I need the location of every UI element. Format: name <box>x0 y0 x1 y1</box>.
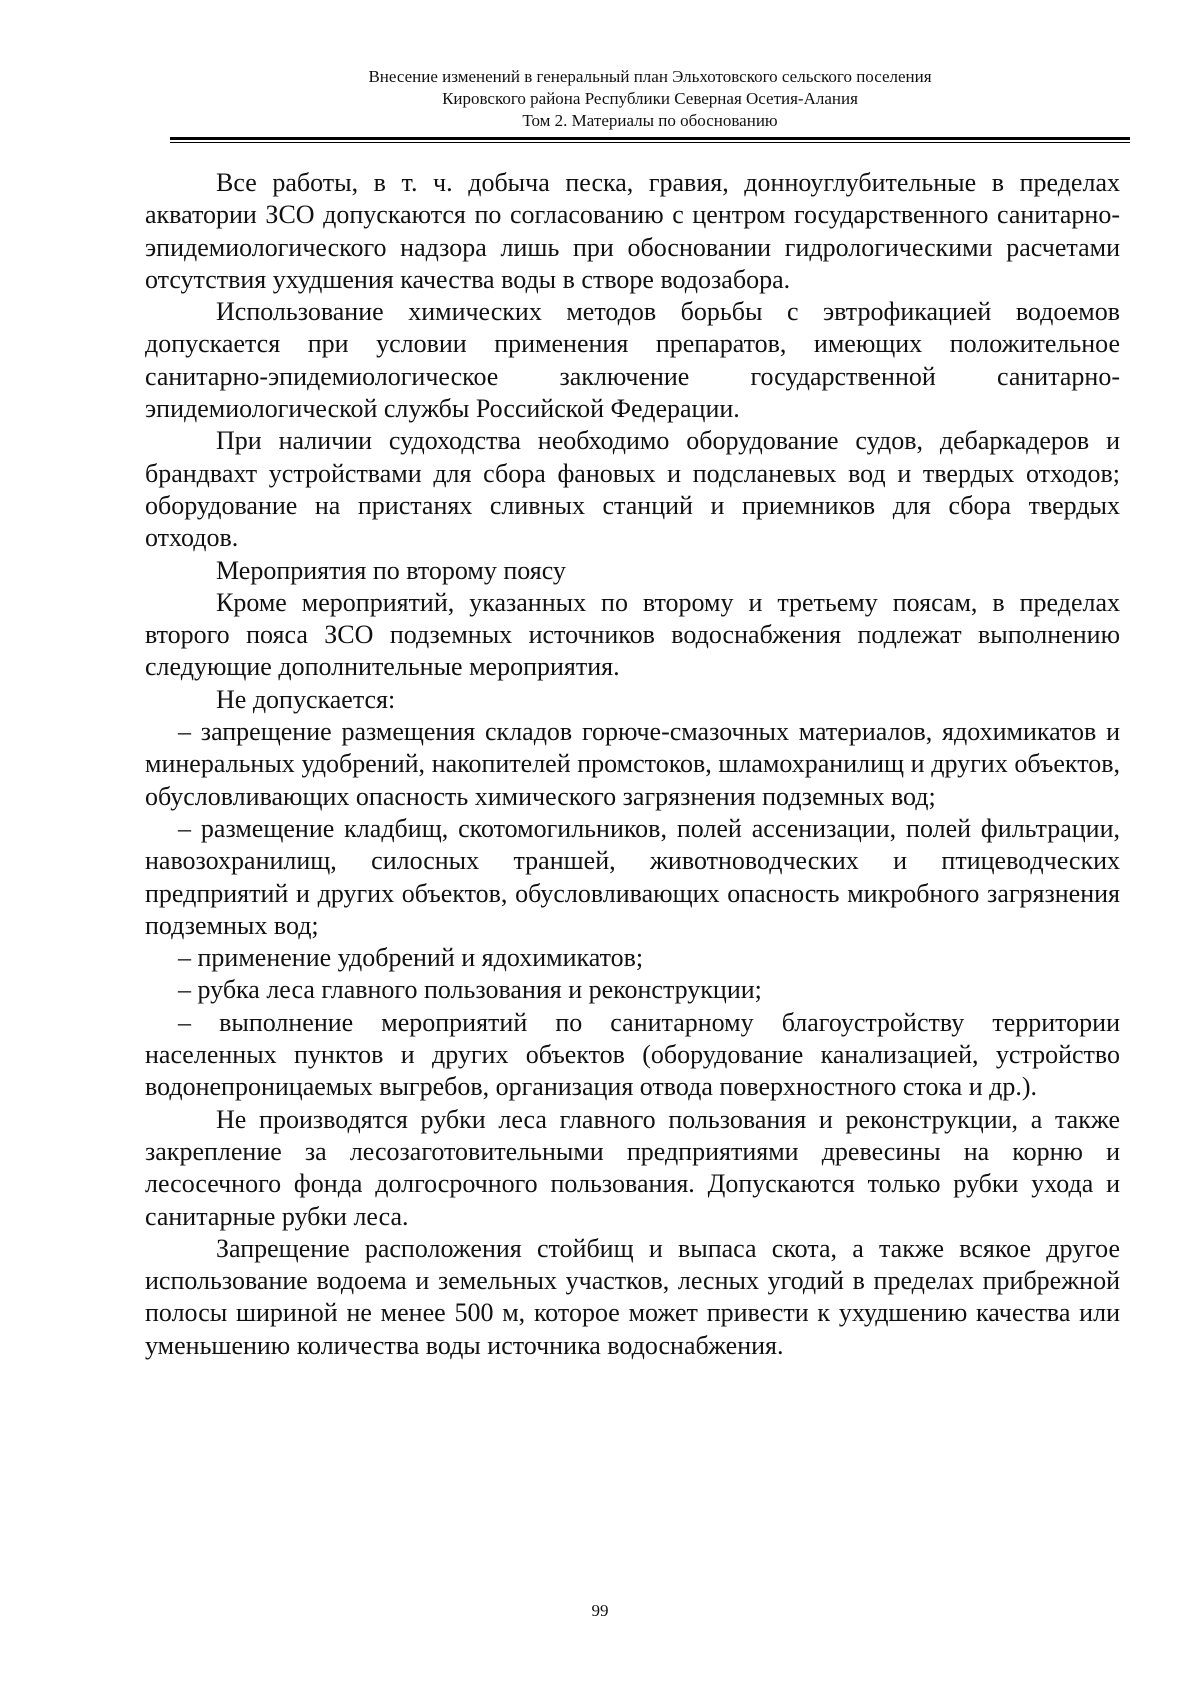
header-rule-thick <box>170 137 1130 140</box>
header-line-3: Том 2. Материалы по обоснованию <box>522 111 778 130</box>
header-line-2: Кировского района Республики Северная Осетия-Алания <box>442 89 858 108</box>
paragraph-forest-cutting: Не производятся рубки леса главного пользования и реконструкции, а также закрепление за лесозаготовительными предприятиями древесины на корню и лесосечного фонда долгосрочного пользования. Допускаются только рубки ухода и санитарные рубки леса. <box>145 1104 1120 1231</box>
header-line-1: Внесение изменений в генеральный план Эльхотовского сельского поселения <box>368 67 932 86</box>
section-heading-second-zone: Мероприятия по второму поясу <box>216 555 566 585</box>
paragraph-not-allowed: Не допускается: <box>216 684 396 714</box>
header-rule-thin <box>170 142 1130 143</box>
list-item-storage-ban: – запрещение размещения складов горюче-смазочных материалов, ядохимикатов и минеральных удобрений, накопителей промстоков, шламохранилищ и других объектов, обусловливающих опасность химического загрязнения подземных вод; <box>145 717 1120 811</box>
paragraph-water-area-works: Все работы, в т. ч. добыча песка, гравия, донноуглубительные в пределах акватории ЗСО допускаются по согласованию с центром государственного санитарно-эпидемиологического надзора лишь при обосновании гидрологическими расчетами отсутствия ухудшения качества воды в створе водозабора. <box>145 168 1120 294</box>
list-item-logging: – рубка леса главного пользования и реконструкции; <box>178 975 762 1005</box>
body-text <box>145 167 1120 1362</box>
list-item-cemeteries-ban: – размещение кладбищ, скотомогильников, полей ассенизации, полей фильтрации, навозохранилищ, силосных траншей, животноводческих и птицеводческих предприятий и других объектов, обусловливающих опасность микробного загрязнения подземных вод; <box>145 813 1120 940</box>
paragraph-navigation: При наличии судоходства необходимо оборудование судов, дебаркадеров и брандвахт устройствами для сбора фановых и подсланевых вод и твердых отходов; оборудование на пристанях сливных станций и приемников для сбора твердых отходов. <box>145 426 1120 553</box>
paragraph-additional-measures: Кроме мероприятий, указанных по второму и третьему поясам, в пределах второго пояса ЗСО подземных источников водоснабжения подлежат выполнению следующие дополнительные мероприятия. <box>145 587 1120 682</box>
list-item-sanitation: – выполнение мероприятий по санитарному благоустройству территории населенных пунктов и других объектов (оборудование канализацией, устройство водонепроницаемых выгребов, организация отвода поверхностного стока и др.). <box>145 1007 1120 1102</box>
page-number: 99 <box>591 1601 609 1620</box>
list-item-fertilizers: – применение удобрений и ядохимикатов; <box>178 943 644 973</box>
paragraph-chemical-methods: Использование химических методов борьбы с эвтрофикацией водоемов допускается при условии применения препаратов, имеющих положительное санитарно-эпидемиологическое заключение государственной санитарно-эпидемиологической службы Российской Федерации. <box>145 297 1120 424</box>
running-header <box>170 66 1130 132</box>
paragraph-grazing-ban: Запрещение расположения стойбищ и выпаса скота, а также всякое другое использование водоема и земельных участков, лесных угодий в пределах прибрежной полосы шириной не менее 500 м, которое может привести к ухудшению качества или уменьшению количества воды источника водоснабжения. <box>145 1233 1120 1360</box>
